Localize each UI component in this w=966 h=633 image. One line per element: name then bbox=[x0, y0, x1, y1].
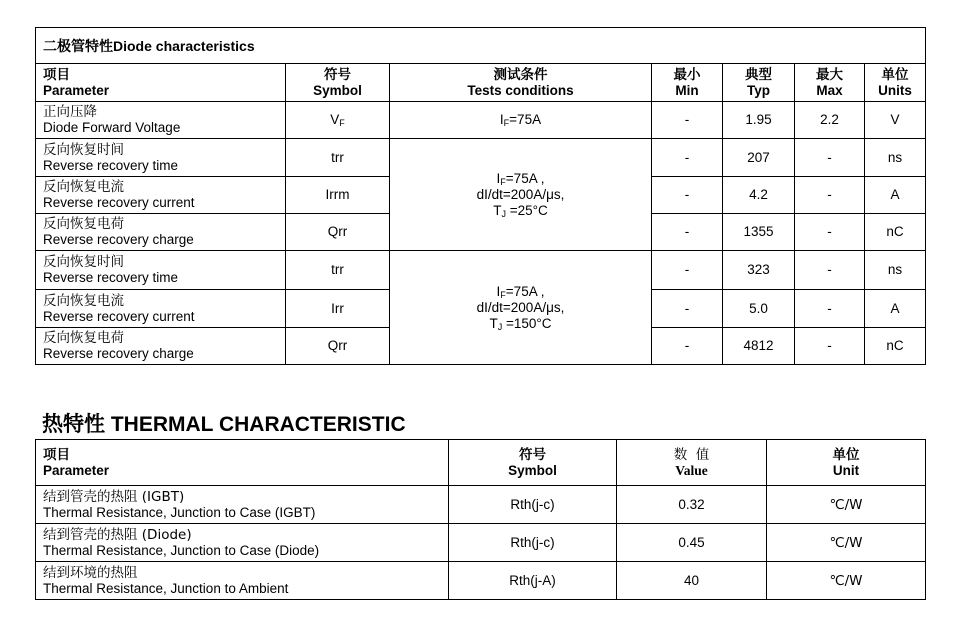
param-cell bbox=[36, 139, 286, 177]
cond-main: I bbox=[496, 283, 501, 299]
unit-cell: ns bbox=[865, 139, 926, 177]
param-cell bbox=[36, 102, 286, 139]
param-cell bbox=[36, 486, 449, 524]
unit-cell: A bbox=[865, 177, 926, 214]
param-cell bbox=[36, 562, 449, 600]
unit-cell: nC bbox=[865, 214, 926, 251]
cond-subscript: F bbox=[500, 176, 506, 187]
cond-subscript: F bbox=[500, 289, 506, 300]
param-name-zh: 结到环境的热阻 bbox=[43, 564, 138, 581]
cond-line-current bbox=[390, 171, 651, 187]
param-name-en: Reverse recovery time bbox=[43, 270, 179, 285]
header-value-en: Value bbox=[675, 462, 708, 478]
param-name-zh: 反向恢复电荷 bbox=[43, 330, 124, 346]
table-row bbox=[36, 251, 926, 290]
cond-main: I bbox=[496, 170, 501, 186]
header-min bbox=[652, 64, 723, 102]
header-parameter-zh: 项目 bbox=[43, 446, 70, 463]
symbol-cell bbox=[286, 102, 390, 139]
param-name-en: Thermal Resistance, Junction to Ambient bbox=[43, 580, 289, 596]
param-name-zh: 结到管壳的热阻 (Diode) bbox=[43, 526, 192, 543]
symbol-cell: trr bbox=[286, 251, 390, 290]
header-min-en: Min bbox=[675, 82, 699, 98]
param-name-en: Diode Forward Voltage bbox=[43, 120, 181, 135]
min-cell: - bbox=[652, 102, 723, 139]
param-name-en: Reverse recovery current bbox=[43, 308, 195, 324]
cond-subscript: J bbox=[501, 208, 506, 219]
header-typ-zh: 典型 bbox=[745, 66, 772, 83]
header-parameter-zh: 项目 bbox=[43, 66, 70, 83]
header-typ bbox=[723, 64, 795, 102]
param-name-zh: 反向恢复电荷 bbox=[43, 216, 124, 232]
table-row bbox=[36, 486, 926, 524]
thermal-section-title: 热特性 THERMAL CHARACTERISTIC bbox=[42, 413, 406, 436]
param-name-zh: 正向压降 bbox=[43, 104, 97, 120]
conditions-group-150c bbox=[390, 251, 652, 365]
typ-cell: 1355 bbox=[723, 214, 795, 251]
cond-rest: =75A bbox=[509, 112, 542, 127]
cond-subscript: F bbox=[503, 118, 510, 128]
param-cell bbox=[36, 524, 449, 562]
cond-rest: =25°C bbox=[505, 202, 548, 218]
header-units-en: Units bbox=[878, 82, 912, 98]
cond-rest: =75A , bbox=[505, 170, 545, 186]
min-cell: - bbox=[652, 139, 723, 177]
header-parameter-en: Parameter bbox=[43, 82, 110, 98]
param-name-en: Reverse recovery charge bbox=[43, 346, 194, 361]
header-max-en: Max bbox=[816, 82, 843, 98]
typ-cell: 323 bbox=[723, 251, 795, 290]
diode-header-row bbox=[36, 64, 926, 102]
header-symbol-en: Symbol bbox=[313, 82, 362, 98]
min-cell: - bbox=[652, 214, 723, 251]
typ-cell: 207 bbox=[723, 139, 795, 177]
param-name-zh: 反向恢复时间 bbox=[43, 141, 124, 158]
header-symbol bbox=[449, 440, 617, 486]
cond-line-temp bbox=[390, 203, 651, 219]
header-value-zh: 数 值 bbox=[673, 446, 710, 463]
param-cell bbox=[36, 251, 286, 290]
unit-cell: A bbox=[865, 290, 926, 328]
value-cell: 0.45 bbox=[617, 524, 767, 562]
param-name-en: Reverse recovery charge bbox=[43, 232, 194, 247]
cond-line-didt: dI/dt=200A/μs, bbox=[476, 186, 565, 202]
conditions-cell bbox=[390, 102, 652, 139]
min-cell: - bbox=[652, 328, 723, 365]
table-row bbox=[36, 562, 926, 600]
header-symbol-zh: 符号 bbox=[324, 66, 351, 83]
max-cell: - bbox=[795, 214, 865, 251]
header-conditions-en: Tests conditions bbox=[467, 82, 574, 98]
header-typ-en: Typ bbox=[747, 82, 770, 98]
value-cell: 40 bbox=[617, 562, 767, 600]
header-symbol bbox=[286, 64, 390, 102]
unit-cell: V bbox=[865, 102, 926, 139]
header-unit bbox=[767, 440, 926, 486]
max-cell: - bbox=[795, 177, 865, 214]
header-units bbox=[865, 64, 926, 102]
min-cell: - bbox=[652, 251, 723, 290]
param-name-zh: 反向恢复时间 bbox=[43, 254, 124, 270]
param-cell bbox=[36, 290, 286, 328]
param-cell bbox=[36, 177, 286, 214]
min-cell: - bbox=[652, 290, 723, 328]
max-cell: - bbox=[795, 139, 865, 177]
header-parameter bbox=[36, 64, 286, 102]
conditions-group-25c bbox=[390, 139, 652, 251]
param-name-zh: 结到管壳的热阻 (IGBT) bbox=[43, 488, 185, 505]
symbol-cell: trr bbox=[286, 139, 390, 177]
symbol-cell: Rth(j-c) bbox=[449, 486, 617, 524]
param-name-en: Reverse recovery current bbox=[43, 195, 195, 210]
typ-cell: 5.0 bbox=[723, 290, 795, 328]
param-name-en: Reverse recovery time bbox=[43, 157, 179, 173]
cond-rest: =75A , bbox=[505, 283, 545, 299]
value-cell: 0.32 bbox=[617, 486, 767, 524]
max-cell: - bbox=[795, 290, 865, 328]
header-unit-zh: 单位 bbox=[832, 446, 860, 463]
header-max bbox=[795, 64, 865, 102]
max-cell: - bbox=[795, 251, 865, 290]
table-row bbox=[36, 102, 926, 139]
param-name-zh: 反向恢复电流 bbox=[43, 292, 124, 309]
symbol-cell: Rth(j-c) bbox=[449, 524, 617, 562]
symbol-cell: Qrr bbox=[286, 328, 390, 365]
table-row bbox=[36, 139, 926, 177]
cond-line-current bbox=[390, 284, 651, 300]
unit-cell: ℃/W bbox=[767, 486, 926, 524]
param-name-zh: 反向恢复电流 bbox=[43, 179, 124, 195]
param-cell bbox=[36, 328, 286, 365]
cond-main: T bbox=[489, 315, 498, 331]
table-row bbox=[36, 524, 926, 562]
header-min-zh: 最小 bbox=[673, 66, 701, 83]
header-symbol-zh: 符号 bbox=[519, 446, 546, 463]
param-name-en: Thermal Resistance, Junction to Case (Diode) bbox=[43, 542, 320, 558]
header-max-zh: 最大 bbox=[816, 66, 843, 83]
header-conditions bbox=[390, 64, 652, 102]
thermal-characteristics-table bbox=[35, 439, 926, 600]
symbol-cell: Irr bbox=[286, 290, 390, 328]
cond-line-temp bbox=[390, 316, 651, 332]
header-symbol-en: Symbol bbox=[508, 462, 557, 478]
symbol-main: V bbox=[330, 112, 340, 127]
typ-cell: 4.2 bbox=[723, 177, 795, 214]
unit-cell: ns bbox=[865, 251, 926, 290]
header-parameter-en: Parameter bbox=[43, 462, 110, 478]
symbol-cell: Rth(j-A) bbox=[449, 562, 617, 600]
diode-table-title: 二极管特性Diode characteristics bbox=[36, 28, 926, 64]
cond-main: T bbox=[493, 202, 502, 218]
max-cell: - bbox=[795, 328, 865, 365]
cond-subscript: J bbox=[497, 321, 503, 332]
unit-cell: nC bbox=[865, 328, 926, 365]
min-cell: - bbox=[652, 177, 723, 214]
cond-main: I bbox=[499, 112, 504, 127]
max-cell: 2.2 bbox=[795, 102, 865, 139]
param-name-en: Thermal Resistance, Junction to Case (IGBT) bbox=[43, 504, 316, 520]
typ-cell: 1.95 bbox=[723, 102, 795, 139]
thermal-header-row bbox=[36, 440, 926, 486]
typ-cell: 4812 bbox=[723, 328, 795, 365]
diode-characteristics-table bbox=[35, 27, 926, 365]
unit-cell: ℃/W bbox=[767, 562, 926, 600]
header-conditions-zh: 测试条件 bbox=[493, 66, 548, 83]
cond-line-didt: dI/dt=200A/μs, bbox=[476, 299, 565, 315]
header-value bbox=[617, 440, 767, 486]
symbol-subscript: F bbox=[339, 118, 345, 128]
symbol-cell: Irrm bbox=[286, 177, 390, 214]
header-units-zh: 单位 bbox=[881, 66, 909, 83]
header-unit-en: Unit bbox=[832, 462, 860, 478]
symbol-cell: Qrr bbox=[286, 214, 390, 251]
param-cell bbox=[36, 214, 286, 251]
header-parameter bbox=[36, 440, 449, 486]
unit-cell: ℃/W bbox=[767, 524, 926, 562]
cond-rest: =150°C bbox=[502, 315, 552, 331]
